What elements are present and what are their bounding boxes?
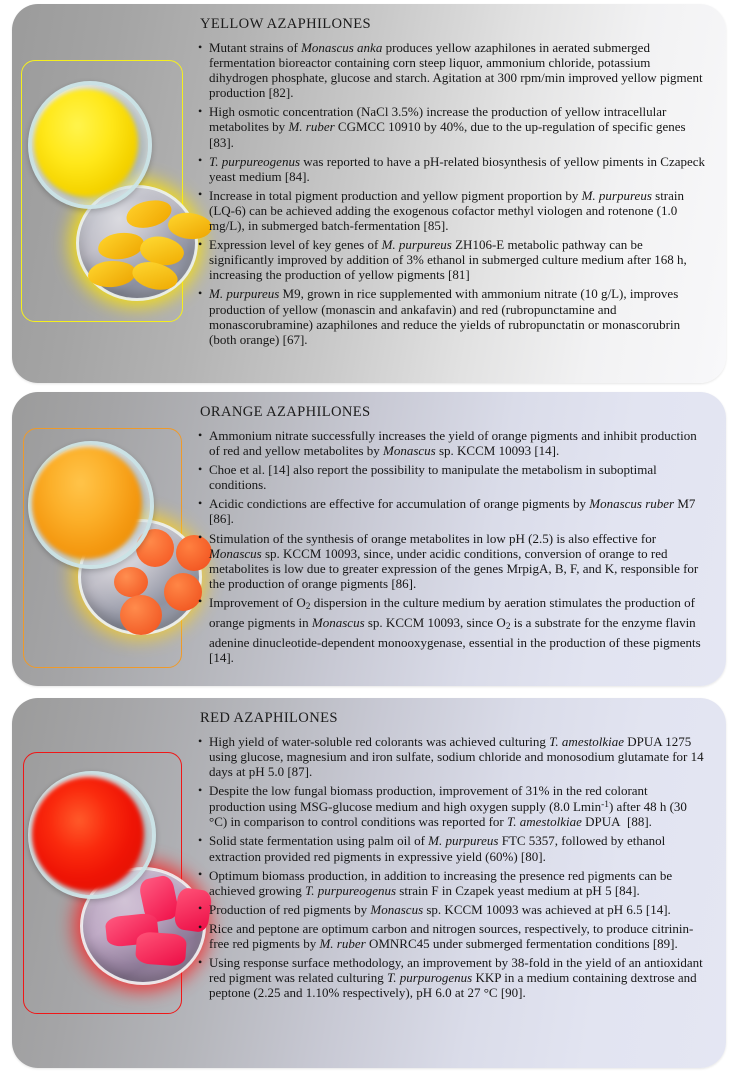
red-pigment-photo bbox=[24, 753, 181, 1013]
bullet-item: • Solid state fermentation using palm oil of M. purpureus FTC 5357, followed by ethanol extraction provided red pigments in expressive yield (60%) [80]. bbox=[198, 833, 706, 863]
orange-pigment-photo bbox=[24, 429, 181, 667]
orange-pellet bbox=[114, 567, 148, 597]
orange-text-column bbox=[192, 392, 720, 673]
panel-red-azaphilones bbox=[12, 698, 726, 1068]
orange-pellet bbox=[120, 595, 162, 635]
section-title-yellow: YELLOW AZAPHILONES bbox=[200, 16, 372, 32]
bullet-item: • Rice and peptone are optimum carbon and nitrogen sources, respectively, to produce citrinin-free red pigments by M. ruber OMNRC45 under submerged fermentation conditions [89]. bbox=[198, 921, 706, 951]
section-title-red: RED AZAPHILONES bbox=[200, 710, 338, 726]
yellow-image-column bbox=[12, 4, 192, 383]
bullet-item: • T. purpureogenus was reported to have a pH-related biosynthesis of yellow piments in Czapeck yeast medium [84]. bbox=[198, 154, 706, 184]
yellow-image-frame bbox=[21, 60, 183, 322]
bullet-item: • Mutant strains of Monascus anka produces yellow azaphilones in aerated submerged fermentation bioreactor containing corn steep liquor, ammonium chloride, potassium dihydrogen phosphate, glucose and starch. Agitation at 300 rpm/min improved yellow pigment production [82]. bbox=[198, 40, 706, 100]
bullet-list-yellow bbox=[198, 40, 706, 347]
yellow-pigment-powder bbox=[34, 89, 138, 197]
bullet-item: • Stimulation of the synthesis of orange metabolites in low pH (2.5) is also effective for Monascus sp. KCCM 10093, since, under acidic conditions, conversion of orange to red metabolites is low due to greater expression of the genes MrpigA, B, F, and K, responsible for the production of orange pigments [86]. bbox=[198, 531, 706, 591]
orange-image-frame bbox=[23, 428, 182, 668]
bullet-list-orange bbox=[198, 428, 706, 665]
bullet-item: • Despite the low fungal biomass production, improvement of 31% in the red colorant production using MSG-glucose medium and high oxygen supply (8.0 Lmin$^{-1}$) after 48 h (30 °C) in comparison to control conditions was reported for T. amestolkiae DPUA [88]. bbox=[198, 783, 706, 829]
bullet-item: • Using response surface methodology, an improvement by 38-fold in the yield of an antioxidant red pigment was related culturing T. purpurogenus KKP in a medium containing dextrose and peptone (2.25 and 1.10% respectively), pH 6.0 at 27 °C [90]. bbox=[198, 955, 706, 1000]
bullet-item: • Increase in total pigment production and yellow pigment proportion by M. purpureus strain (LQ-6) can be achieved adding the exogenous cofactor methyl viologen and rotenone (1.0 mg/L), in submerged batch-fermentation [85]. bbox=[198, 188, 706, 233]
red-image-column bbox=[12, 698, 192, 1068]
red-pigment-powder bbox=[32, 777, 144, 891]
panel-yellow-azaphilones bbox=[12, 4, 726, 383]
red-pellet bbox=[135, 931, 187, 966]
bullet-item: • Ammonium nitrate successfully increases the yield of orange pigments and inhibit production of red and yellow metabolites by Monascus sp. KCCM 10093 [14]. bbox=[198, 428, 706, 458]
red-image-frame bbox=[23, 752, 182, 1014]
bullet-item: • M. purpureus M9, grown in rice supplemented with ammonium nitrate (10 g/L), improves production of yellow (monascin and ankafavin) and red (rubropunctamine and monascorubramine) azaphilones and reduce the yields of rubropunctatin or monascorubrin (both orange) [67]. bbox=[198, 286, 706, 346]
bullet-item: • High yield of water-soluble red colorants was achieved culturing T. amestolkiae DPUA 1275 using glucose, magnesium and iron sulfate, sodium chloride and monosodium glutamate for 14 days at pH 5.0 [87]. bbox=[198, 734, 706, 779]
bullet-item: • High osmotic concentration (NaCl 3.5%) increase the production of yellow intracellular metabolites by M. ruber CGMCC 10910 by 40%, due to the up-regulation of specific genes [83]. bbox=[198, 104, 706, 149]
section-title-orange: ORANGE AZAPHILONES bbox=[200, 404, 371, 420]
bullet-item: • Choe et al. [14] also report the possibility to manipulate the metabolism in suboptimal conditions. bbox=[198, 462, 706, 492]
bullet-item: • Expression level of key genes of M. purpureus ZH106-E metabolic pathway can be significantly improved by addition of 3% ethanol in submerged culture medium after 168 h, increasing the production of yellow pigments [81] bbox=[198, 237, 706, 282]
bullet-item: • Acidic condictions are effective for accumulation of orange pigments by Monascus ruber M7 [86]. bbox=[198, 496, 706, 526]
bullet-item: • Improvement of $O_2$ dispersion in the culture medium by aeration stimulates the production of orange pigments in Monascus sp. KCCM 10093, since $O_2$ is a substrate for the enzyme flavin adenine dinucleotide-dependent monooxygenase, essential in the production of these pigments [14]. bbox=[198, 595, 706, 665]
panel-orange-azaphilones bbox=[12, 392, 726, 686]
bullet-item: • Production of red pigments by Monascus sp. KCCM 10093 was achieved at pH 6.5 [14]. bbox=[198, 902, 706, 917]
bullet-item: • Optimum biomass production, in addition to increasing the presence red pigments can be achieved growing T. purpureogenus strain F in Czapek yeast medium at pH 5 [84]. bbox=[198, 868, 706, 898]
yellow-text-column bbox=[192, 4, 720, 355]
bullet-list-red bbox=[198, 734, 706, 1000]
yellow-pigment-photo bbox=[22, 61, 182, 321]
orange-image-column bbox=[12, 392, 192, 686]
red-text-column bbox=[192, 698, 720, 1008]
orange-pigment-powder bbox=[32, 447, 142, 559]
